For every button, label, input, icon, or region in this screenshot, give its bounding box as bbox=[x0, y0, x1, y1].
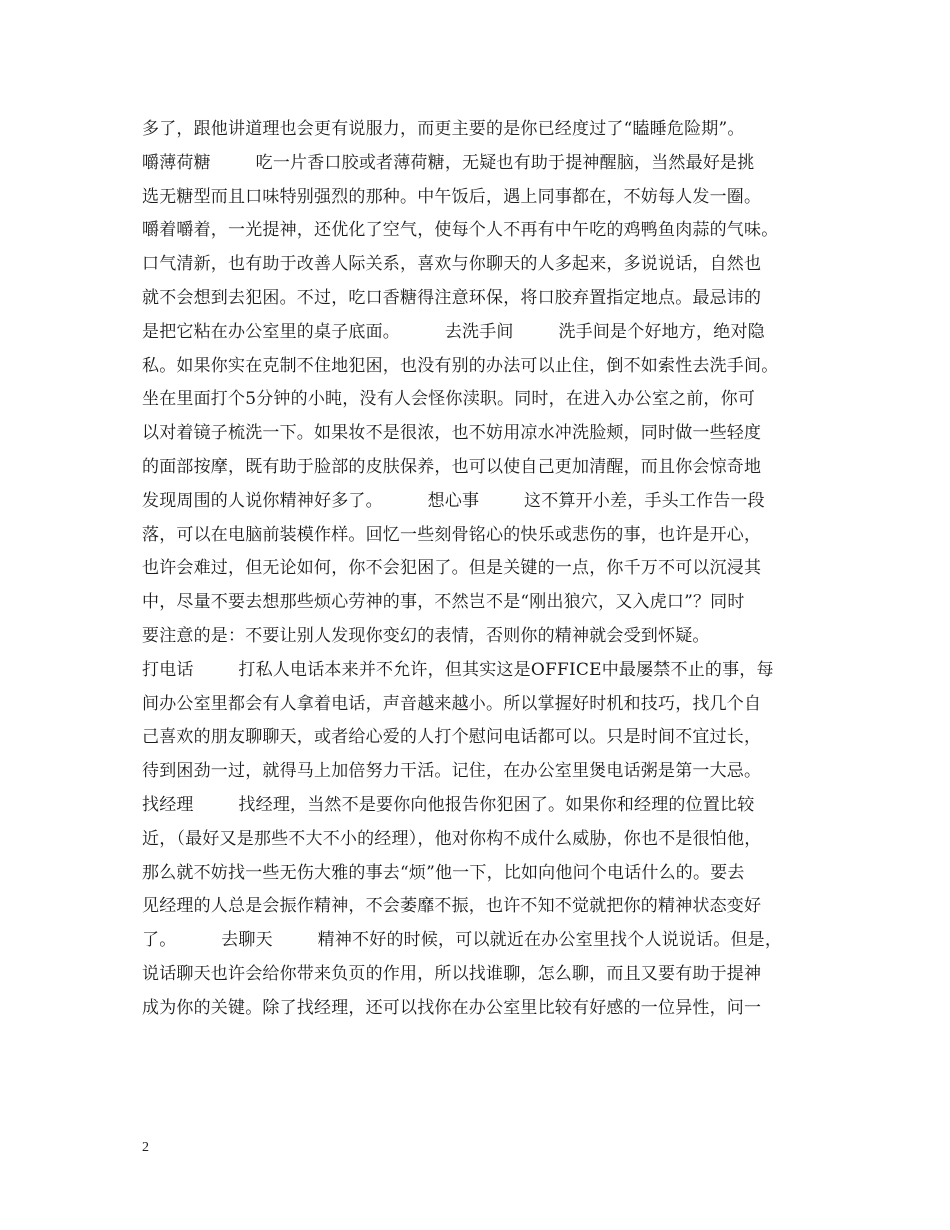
text-line: 的面部按摩，既有助于脸部的皮肤保养，也可以使自己更加清醒，而且你会惊奇地 bbox=[142, 456, 762, 477]
text-line: 说话聊天也许会给你带来负页的作用，所以找谁聊，怎么聊，而且又要有助于提神 bbox=[142, 963, 762, 984]
text-line: 选无糖型而且口味特别强烈的那种。中午饭后，遇上同事都在，不妨每人发一圈。 bbox=[142, 186, 762, 207]
text-line: 以对着镜子梳洗一下。如果妆不是很浓，也不妨用凉水冲洗脸颊，同时做一些轻度 bbox=[142, 423, 762, 444]
text-line: 嚼着嚼着，一光提神，还优化了空气，使每个人不再有中午吃的鸡鸭鱼肉蒜的气味。 bbox=[142, 220, 779, 241]
text-line: 打电话 打私人电话本来并不允许，但其实这是OFFICE中最屡禁不止的事，每 bbox=[142, 659, 774, 680]
text-line: 找经理 找经理，当然不是要你向他报告你犯困了。如果你和经理的位置比较 bbox=[142, 794, 755, 815]
text-line: 嚼薄荷糖 吃一片香口胶或者薄荷糖，无疑也有助于提神醒脑，当然最好是挑 bbox=[142, 152, 755, 173]
text-line: 成为你的关键。除了找经理，还可以找你在办公室里比较有好感的一位异性，问一 bbox=[142, 997, 762, 1018]
text-line: 了。 去聊天 精神不好的时候，可以就近在办公室里找个人说说话。但是， bbox=[142, 930, 783, 951]
text-line: 落，可以在电脑前装模作样。回忆一些刻骨铭心的快乐或悲伤的事，也许是开心， bbox=[142, 524, 762, 545]
text-line: 多了，跟他讲道理也会更有说服力，而更主要的是你已经度过了“瞌睡危险期”。 bbox=[142, 119, 745, 139]
text-line: 就不会想到去犯困。不过，吃口香糖得注意环保，将口胶弃置指定地点。最忌讳的 bbox=[142, 287, 762, 308]
page-number: 2 bbox=[142, 1140, 149, 1155]
text-line: 间办公室里都会有人拿着电话，声音越来越小。所以掌握好时机和技巧，找几个自 bbox=[142, 693, 762, 714]
text-line: 私。如果你实在克制不住地犯困，也没有别的办法可以止住，倒不如索性去洗手间。 bbox=[142, 355, 779, 376]
text-line: 中，尽量不要去想那些烦心劳神的事，不然岂不是“刚出狼穴，又入虎口”？同时 bbox=[142, 592, 745, 613]
text-line: 己喜欢的朋友聊聊天，或者给心爱的人打个慰问电话都可以。只是时间不宜过长， bbox=[142, 727, 762, 748]
body-text bbox=[142, 113, 810, 1026]
text-line: 发现周围的人说你精神好多了。 想心事 这不算开小差，手头工作告一段 bbox=[142, 490, 765, 511]
text-line: 近，（最好又是那些不大不小的经理），他对你构不成什么威胁，你也不是很怕他， bbox=[142, 828, 762, 849]
text-line: 也许会难过，但无论如何，你不会犯困了。但是关键的一点，你千万不可以沉浸其 bbox=[142, 558, 762, 579]
text-line: 待到困劲一过，就得马上加倍努力干活。记住，在办公室里煲电话粥是第一大忌。 bbox=[142, 761, 762, 782]
text-line: 口气清新，也有助于改善人际关系，喜欢与你聊天的人多起来，多说说话，自然也 bbox=[142, 254, 762, 275]
text-line: 是把它粘在办公室里的桌子底面。 去洗手间 洗手间是个好地方，绝对隐 bbox=[142, 321, 765, 342]
text-line: 见经理的人总是会振作精神，不会萎靡不振，也许不知不觉就把你的精神状态变好 bbox=[142, 896, 762, 917]
text-line: 那么就不妨找一些无伤大雅的事去“烦”他一下，比如向他问个电话什么的。要去 bbox=[142, 862, 745, 883]
text-line: 要注意的是：不要让别人发现你变幻的表情，否则你的精神就会受到怀疑。 bbox=[142, 625, 710, 646]
text-line: 坐在里面打个5分钟的小盹，没有人会怪你渎职。同时，在进入办公室之前，你可 bbox=[142, 389, 756, 410]
